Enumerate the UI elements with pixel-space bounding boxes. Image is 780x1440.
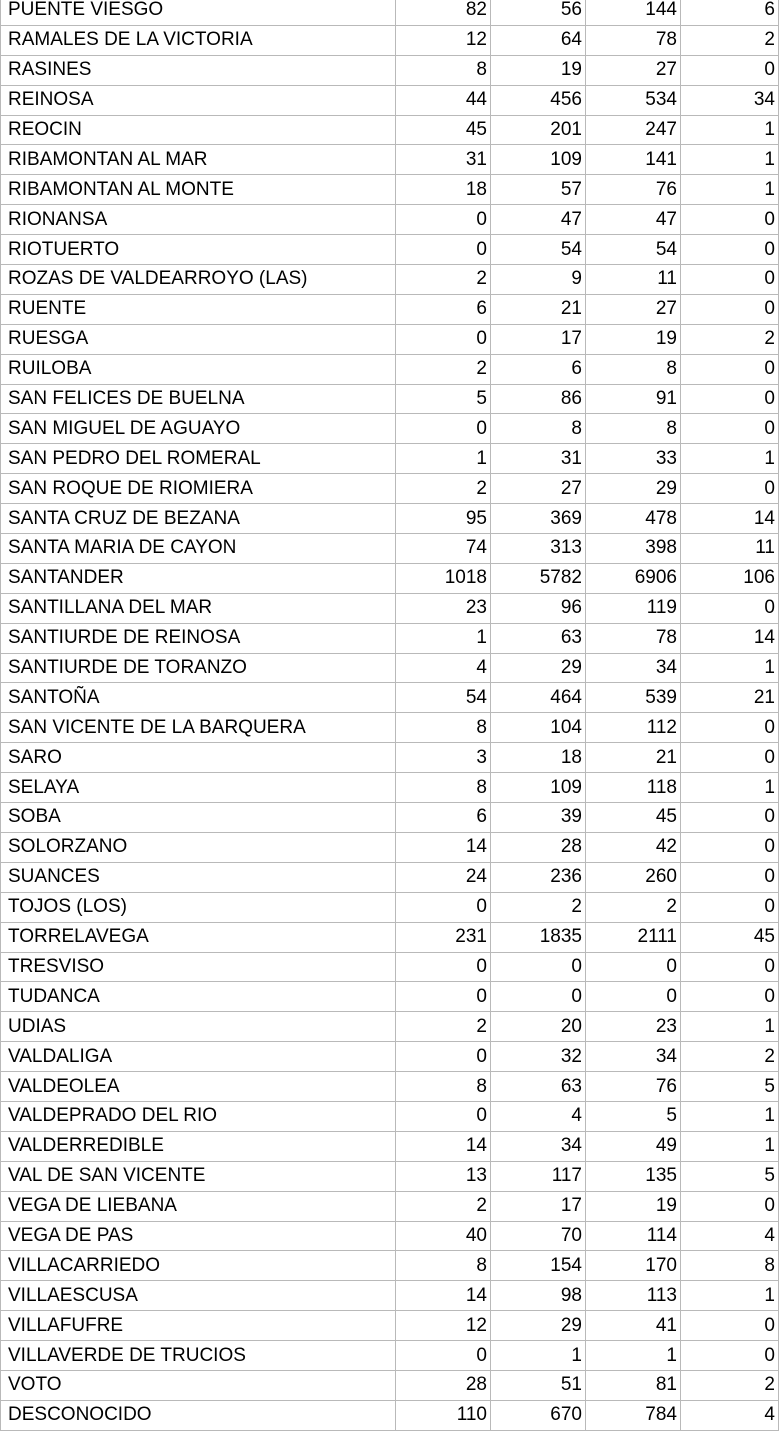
value-cell: 0 xyxy=(396,892,491,922)
value-cell: 33 xyxy=(586,444,681,474)
table-row xyxy=(1,444,779,474)
municipality-name-cell: RIBAMONTAN AL MAR xyxy=(1,145,396,175)
value-cell: 456 xyxy=(491,85,586,115)
value-cell: 201 xyxy=(491,115,586,145)
value-cell: 23 xyxy=(396,593,491,623)
value-cell: 34 xyxy=(491,1131,586,1161)
value-cell: 119 xyxy=(586,593,681,623)
value-cell: 17 xyxy=(491,324,586,354)
value-cell: 8 xyxy=(681,1251,779,1281)
municipality-name-cell: SANTANDER xyxy=(1,563,396,593)
value-cell: 17 xyxy=(491,1191,586,1221)
table-row xyxy=(1,324,779,354)
value-cell: 47 xyxy=(586,205,681,235)
table-row xyxy=(1,85,779,115)
value-cell: 34 xyxy=(586,653,681,683)
value-cell: 0 xyxy=(681,593,779,623)
value-cell: 0 xyxy=(396,324,491,354)
value-cell: 1 xyxy=(681,773,779,803)
value-cell: 112 xyxy=(586,713,681,743)
value-cell: 4 xyxy=(491,1101,586,1131)
value-cell: 0 xyxy=(681,1341,779,1371)
value-cell: 6 xyxy=(491,354,586,384)
value-cell: 0 xyxy=(681,55,779,85)
municipality-name-cell: SAN MIGUEL DE AGUAYO xyxy=(1,414,396,444)
value-cell: 0 xyxy=(396,414,491,444)
value-cell: 78 xyxy=(586,25,681,55)
municipality-name-cell: VEGA DE PAS xyxy=(1,1221,396,1251)
value-cell: 8 xyxy=(491,414,586,444)
value-cell: 8 xyxy=(586,354,681,384)
table-row xyxy=(1,743,779,773)
value-cell: 0 xyxy=(396,205,491,235)
value-cell: 1 xyxy=(396,444,491,474)
value-cell: 0 xyxy=(681,235,779,265)
value-cell: 0 xyxy=(681,743,779,773)
table-body xyxy=(1,0,779,1430)
municipality-name-cell: VALDEOLEA xyxy=(1,1072,396,1102)
value-cell: 3 xyxy=(396,743,491,773)
value-cell: 24 xyxy=(396,862,491,892)
value-cell: 231 xyxy=(396,922,491,952)
value-cell: 27 xyxy=(586,294,681,324)
value-cell: 91 xyxy=(586,384,681,414)
table-row xyxy=(1,773,779,803)
table-row xyxy=(1,1251,779,1281)
value-cell: 118 xyxy=(586,773,681,803)
value-cell: 31 xyxy=(491,444,586,474)
municipality-name-cell: SANTIURDE DE REINOSA xyxy=(1,623,396,653)
value-cell: 49 xyxy=(586,1131,681,1161)
table-row xyxy=(1,504,779,534)
value-cell: 14 xyxy=(681,623,779,653)
municipality-name-cell: SAN VICENTE DE LA BARQUERA xyxy=(1,713,396,743)
municipality-name-cell: RIONANSA xyxy=(1,205,396,235)
value-cell: 42 xyxy=(586,832,681,862)
value-cell: 21 xyxy=(586,743,681,773)
municipality-name-cell: SANTIURDE DE TORANZO xyxy=(1,653,396,683)
value-cell: 4 xyxy=(681,1400,779,1430)
value-cell: 28 xyxy=(491,832,586,862)
value-cell: 29 xyxy=(586,474,681,504)
table-row xyxy=(1,1281,779,1311)
value-cell: 45 xyxy=(396,115,491,145)
value-cell: 56 xyxy=(491,0,586,25)
value-cell: 534 xyxy=(586,85,681,115)
value-cell: 0 xyxy=(681,982,779,1012)
table-row xyxy=(1,205,779,235)
table-row xyxy=(1,115,779,145)
value-cell: 27 xyxy=(491,474,586,504)
municipality-name-cell: TUDANCA xyxy=(1,982,396,1012)
value-cell: 12 xyxy=(396,1311,491,1341)
value-cell: 0 xyxy=(681,832,779,862)
value-cell: 1 xyxy=(681,175,779,205)
value-cell: 98 xyxy=(491,1281,586,1311)
value-cell: 45 xyxy=(586,803,681,833)
value-cell: 6 xyxy=(396,803,491,833)
value-cell: 2 xyxy=(396,354,491,384)
table-row xyxy=(1,25,779,55)
municipality-name-cell: SANTILLANA DEL MAR xyxy=(1,593,396,623)
value-cell: 0 xyxy=(396,1341,491,1371)
municipality-name-cell: RIBAMONTAN AL MONTE xyxy=(1,175,396,205)
municipality-name-cell: RASINES xyxy=(1,55,396,85)
municipality-name-cell: TORRELAVEGA xyxy=(1,922,396,952)
value-cell: 0 xyxy=(396,982,491,1012)
municipality-name-cell: VALDERREDIBLE xyxy=(1,1131,396,1161)
municipality-name-cell: SANTA MARIA DE CAYON xyxy=(1,534,396,564)
table-row xyxy=(1,862,779,892)
table-row xyxy=(1,265,779,295)
value-cell: 2 xyxy=(491,892,586,922)
municipality-name-cell: REOCIN xyxy=(1,115,396,145)
value-cell: 0 xyxy=(396,1042,491,1072)
table-row xyxy=(1,892,779,922)
municipality-name-cell: VALDEPRADO DEL RIO xyxy=(1,1101,396,1131)
table-row xyxy=(1,1221,779,1251)
value-cell: 44 xyxy=(396,85,491,115)
value-cell: 113 xyxy=(586,1281,681,1311)
table-row xyxy=(1,623,779,653)
value-cell: 0 xyxy=(681,713,779,743)
value-cell: 23 xyxy=(586,1012,681,1042)
municipality-name-cell: VAL DE SAN VICENTE xyxy=(1,1161,396,1191)
municipality-name-cell: TOJOS (LOS) xyxy=(1,892,396,922)
value-cell: 8 xyxy=(396,1251,491,1281)
municipality-name-cell: REINOSA xyxy=(1,85,396,115)
table-row xyxy=(1,354,779,384)
value-cell: 40 xyxy=(396,1221,491,1251)
table-row xyxy=(1,1370,779,1400)
value-cell: 8 xyxy=(396,773,491,803)
value-cell: 0 xyxy=(681,384,779,414)
value-cell: 64 xyxy=(491,25,586,55)
municipality-name-cell: VILLAVERDE DE TRUCIOS xyxy=(1,1341,396,1371)
table-row xyxy=(1,593,779,623)
value-cell: 0 xyxy=(681,862,779,892)
table-row xyxy=(1,1042,779,1072)
value-cell: 117 xyxy=(491,1161,586,1191)
municipality-name-cell: SELAYA xyxy=(1,773,396,803)
value-cell: 0 xyxy=(396,235,491,265)
municipality-name-cell: SAN PEDRO DEL ROMERAL xyxy=(1,444,396,474)
value-cell: 19 xyxy=(491,55,586,85)
value-cell: 70 xyxy=(491,1221,586,1251)
value-cell: 670 xyxy=(491,1400,586,1430)
value-cell: 14 xyxy=(396,832,491,862)
value-cell: 34 xyxy=(681,85,779,115)
value-cell: 27 xyxy=(586,55,681,85)
value-cell: 31 xyxy=(396,145,491,175)
value-cell: 0 xyxy=(396,1101,491,1131)
value-cell: 2 xyxy=(681,25,779,55)
value-cell: 464 xyxy=(491,683,586,713)
value-cell: 1835 xyxy=(491,922,586,952)
value-cell: 1 xyxy=(681,444,779,474)
value-cell: 21 xyxy=(491,294,586,324)
municipality-name-cell: VILLAFUFRE xyxy=(1,1311,396,1341)
municipality-name-cell: VEGA DE LIEBANA xyxy=(1,1191,396,1221)
value-cell: 2 xyxy=(396,474,491,504)
table-row xyxy=(1,1341,779,1371)
value-cell: 1 xyxy=(681,115,779,145)
value-cell: 8 xyxy=(396,1072,491,1102)
value-cell: 76 xyxy=(586,1072,681,1102)
table-row xyxy=(1,474,779,504)
value-cell: 1 xyxy=(681,1281,779,1311)
value-cell: 63 xyxy=(491,623,586,653)
value-cell: 12 xyxy=(396,25,491,55)
municipality-name-cell: VOTO xyxy=(1,1370,396,1400)
value-cell: 96 xyxy=(491,593,586,623)
table-row xyxy=(1,653,779,683)
value-cell: 0 xyxy=(491,952,586,982)
value-cell: 0 xyxy=(681,803,779,833)
table-row xyxy=(1,952,779,982)
value-cell: 0 xyxy=(681,354,779,384)
municipality-name-cell: RUILOBA xyxy=(1,354,396,384)
value-cell: 14 xyxy=(681,504,779,534)
value-cell: 5 xyxy=(396,384,491,414)
value-cell: 141 xyxy=(586,145,681,175)
value-cell: 2 xyxy=(396,265,491,295)
value-cell: 478 xyxy=(586,504,681,534)
municipality-name-cell: PUENTE VIESGO xyxy=(1,0,396,25)
value-cell: 57 xyxy=(491,175,586,205)
table-row xyxy=(1,1101,779,1131)
value-cell: 109 xyxy=(491,773,586,803)
value-cell: 14 xyxy=(396,1281,491,1311)
value-cell: 0 xyxy=(681,205,779,235)
value-cell: 236 xyxy=(491,862,586,892)
value-cell: 8 xyxy=(396,55,491,85)
value-cell: 29 xyxy=(491,653,586,683)
value-cell: 144 xyxy=(586,0,681,25)
value-cell: 1 xyxy=(681,1101,779,1131)
value-cell: 313 xyxy=(491,534,586,564)
value-cell: 0 xyxy=(681,1311,779,1341)
value-cell: 0 xyxy=(681,892,779,922)
value-cell: 398 xyxy=(586,534,681,564)
value-cell: 54 xyxy=(491,235,586,265)
value-cell: 9 xyxy=(491,265,586,295)
value-cell: 0 xyxy=(396,952,491,982)
value-cell: 0 xyxy=(681,414,779,444)
value-cell: 19 xyxy=(586,1191,681,1221)
value-cell: 6 xyxy=(396,294,491,324)
value-cell: 5782 xyxy=(491,563,586,593)
value-cell: 2 xyxy=(681,1370,779,1400)
value-cell: 2 xyxy=(681,1042,779,1072)
value-cell: 1 xyxy=(681,145,779,175)
table-row xyxy=(1,384,779,414)
value-cell: 0 xyxy=(586,982,681,1012)
value-cell: 1 xyxy=(681,1012,779,1042)
value-cell: 1018 xyxy=(396,563,491,593)
value-cell: 2 xyxy=(681,324,779,354)
value-cell: 0 xyxy=(681,952,779,982)
value-cell: 18 xyxy=(491,743,586,773)
table-row xyxy=(1,0,779,25)
table-row xyxy=(1,1191,779,1221)
value-cell: 0 xyxy=(586,952,681,982)
value-cell: 11 xyxy=(586,265,681,295)
municipality-name-cell: RUESGA xyxy=(1,324,396,354)
table-row xyxy=(1,563,779,593)
value-cell: 41 xyxy=(586,1311,681,1341)
value-cell: 11 xyxy=(681,534,779,564)
value-cell: 5 xyxy=(681,1072,779,1102)
value-cell: 81 xyxy=(586,1370,681,1400)
municipality-name-cell: DESCONOCIDO xyxy=(1,1400,396,1430)
value-cell: 154 xyxy=(491,1251,586,1281)
value-cell: 1 xyxy=(681,653,779,683)
municipality-name-cell: TRESVISO xyxy=(1,952,396,982)
value-cell: 6906 xyxy=(586,563,681,593)
value-cell: 4 xyxy=(396,653,491,683)
value-cell: 21 xyxy=(681,683,779,713)
value-cell: 63 xyxy=(491,1072,586,1102)
municipality-name-cell: RIOTUERTO xyxy=(1,235,396,265)
value-cell: 104 xyxy=(491,713,586,743)
value-cell: 51 xyxy=(491,1370,586,1400)
value-cell: 32 xyxy=(491,1042,586,1072)
table-row xyxy=(1,1131,779,1161)
value-cell: 4 xyxy=(681,1221,779,1251)
value-cell: 0 xyxy=(491,982,586,1012)
municipality-name-cell: SANTA CRUZ DE BEZANA xyxy=(1,504,396,534)
table-row xyxy=(1,235,779,265)
value-cell: 8 xyxy=(586,414,681,444)
table-row xyxy=(1,1072,779,1102)
municipality-name-cell: SAN FELICES DE BUELNA xyxy=(1,384,396,414)
table-row xyxy=(1,1161,779,1191)
value-cell: 76 xyxy=(586,175,681,205)
municipality-name-cell: SAN ROQUE DE RIOMIERA xyxy=(1,474,396,504)
value-cell: 0 xyxy=(681,1191,779,1221)
table-row xyxy=(1,683,779,713)
value-cell: 0 xyxy=(681,294,779,324)
value-cell: 95 xyxy=(396,504,491,534)
value-cell: 0 xyxy=(681,474,779,504)
value-cell: 539 xyxy=(586,683,681,713)
municipality-name-cell: SOLORZANO xyxy=(1,832,396,862)
value-cell: 74 xyxy=(396,534,491,564)
value-cell: 170 xyxy=(586,1251,681,1281)
value-cell: 82 xyxy=(396,0,491,25)
value-cell: 135 xyxy=(586,1161,681,1191)
value-cell: 39 xyxy=(491,803,586,833)
value-cell: 2 xyxy=(396,1012,491,1042)
municipality-name-cell: RAMALES DE LA VICTORIA xyxy=(1,25,396,55)
value-cell: 110 xyxy=(396,1400,491,1430)
table-row xyxy=(1,414,779,444)
table-row xyxy=(1,1400,779,1430)
municipality-name-cell: UDIAS xyxy=(1,1012,396,1042)
value-cell: 14 xyxy=(396,1131,491,1161)
table-row xyxy=(1,832,779,862)
value-cell: 1 xyxy=(586,1341,681,1371)
value-cell: 19 xyxy=(586,324,681,354)
value-cell: 109 xyxy=(491,145,586,175)
value-cell: 86 xyxy=(491,384,586,414)
table-row xyxy=(1,803,779,833)
value-cell: 247 xyxy=(586,115,681,145)
table-row xyxy=(1,1012,779,1042)
municipality-name-cell: SUANCES xyxy=(1,862,396,892)
table-row xyxy=(1,145,779,175)
municipality-name-cell: VALDALIGA xyxy=(1,1042,396,1072)
value-cell: 54 xyxy=(586,235,681,265)
value-cell: 6 xyxy=(681,0,779,25)
value-cell: 29 xyxy=(491,1311,586,1341)
value-cell: 78 xyxy=(586,623,681,653)
value-cell: 54 xyxy=(396,683,491,713)
municipality-name-cell: SANTOÑA xyxy=(1,683,396,713)
value-cell: 1 xyxy=(681,1131,779,1161)
value-cell: 369 xyxy=(491,504,586,534)
table-row xyxy=(1,713,779,743)
table-row xyxy=(1,534,779,564)
municipality-name-cell: SARO xyxy=(1,743,396,773)
municipality-name-cell: ROZAS DE VALDEARROYO (LAS) xyxy=(1,265,396,295)
value-cell: 13 xyxy=(396,1161,491,1191)
value-cell: 0 xyxy=(681,265,779,295)
value-cell: 20 xyxy=(491,1012,586,1042)
value-cell: 18 xyxy=(396,175,491,205)
value-cell: 1 xyxy=(491,1341,586,1371)
value-cell: 34 xyxy=(586,1042,681,1072)
table-row xyxy=(1,175,779,205)
value-cell: 114 xyxy=(586,1221,681,1251)
value-cell: 45 xyxy=(681,922,779,952)
value-cell: 2111 xyxy=(586,922,681,952)
value-cell: 47 xyxy=(491,205,586,235)
value-cell: 5 xyxy=(681,1161,779,1191)
value-cell: 2 xyxy=(396,1191,491,1221)
value-cell: 8 xyxy=(396,713,491,743)
value-cell: 28 xyxy=(396,1370,491,1400)
value-cell: 106 xyxy=(681,563,779,593)
value-cell: 260 xyxy=(586,862,681,892)
table-row xyxy=(1,294,779,324)
table-row xyxy=(1,55,779,85)
value-cell: 1 xyxy=(396,623,491,653)
municipality-name-cell: RUENTE xyxy=(1,294,396,324)
municipality-name-cell: SOBA xyxy=(1,803,396,833)
municipality-name-cell: VILLAESCUSA xyxy=(1,1281,396,1311)
municipality-name-cell: VILLACARRIEDO xyxy=(1,1251,396,1281)
table-row xyxy=(1,922,779,952)
table-row xyxy=(1,982,779,1012)
table-row xyxy=(1,1311,779,1341)
value-cell: 2 xyxy=(586,892,681,922)
value-cell: 784 xyxy=(586,1400,681,1430)
value-cell: 5 xyxy=(586,1101,681,1131)
